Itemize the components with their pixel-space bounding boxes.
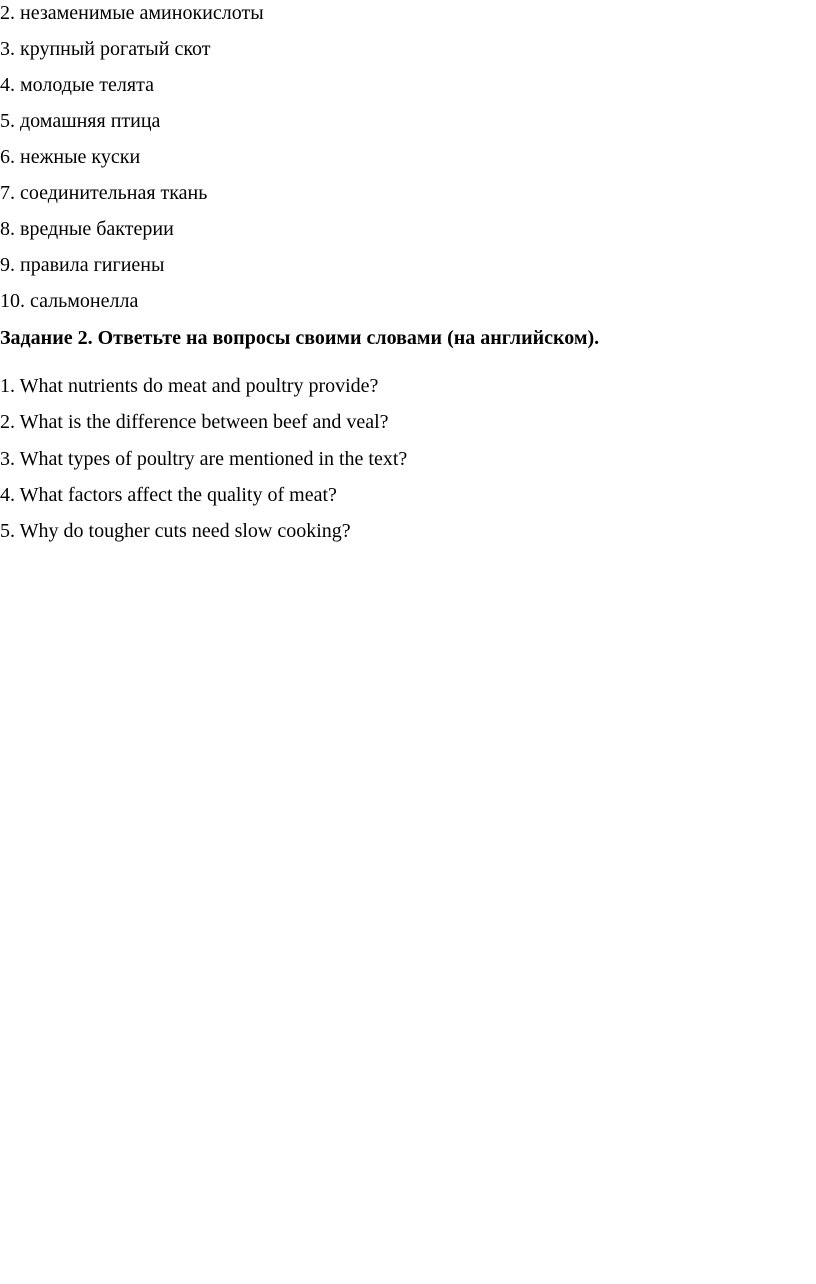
vocab-item-7: 7. соединительная ткань bbox=[0, 182, 208, 204]
vocab-item-2: 2. незаменимые аминокислоты bbox=[0, 2, 264, 24]
question-4: 4. What factors affect the quality of meat? bbox=[0, 484, 337, 506]
vocab-item-5: 5. домашняя птица bbox=[0, 110, 161, 132]
question-5: 5. Why do tougher cuts need slow cooking? bbox=[0, 520, 351, 542]
question-1: 1. What nutrients do meat and poultry provide? bbox=[0, 375, 379, 397]
vocab-item-10: 10. сальмонелла bbox=[0, 290, 139, 312]
task2-heading: Задание 2. Ответьте на вопросы своими словами (на английском). bbox=[0, 327, 600, 349]
question-3: 3. What types of poultry are mentioned in the text? bbox=[0, 448, 408, 470]
question-2: 2. What is the difference between beef and veal? bbox=[0, 411, 389, 433]
vocab-item-6: 6. нежные куски bbox=[0, 146, 141, 168]
vocab-item-9: 9. правила гигиены bbox=[0, 254, 165, 276]
vocab-item-8: 8. вредные бактерии bbox=[0, 218, 174, 240]
vocab-item-3: 3. крупный рогатый скот bbox=[0, 38, 211, 60]
vocab-item-4: 4. молодые телята bbox=[0, 74, 154, 96]
